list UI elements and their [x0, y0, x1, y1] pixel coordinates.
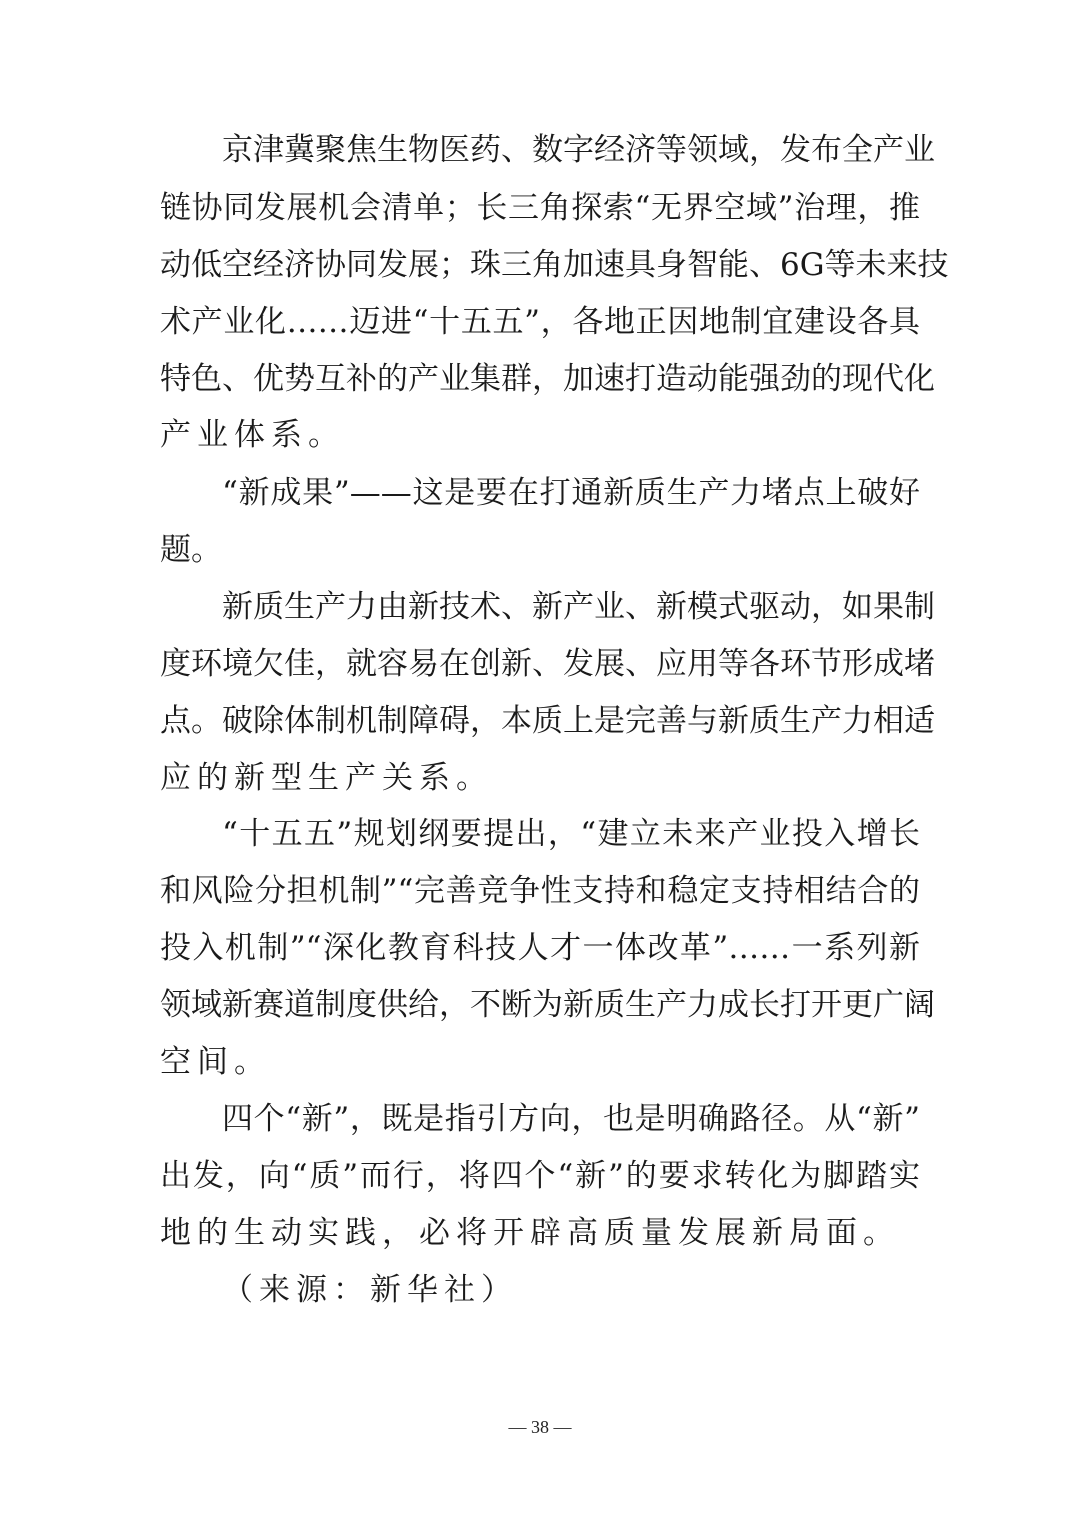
paragraph-4-line-4: 领域新赛道制度供给，不断为新质生产力成长打开更广阔: [160, 987, 935, 1023]
paragraph-1-line-6: 产业体系。: [160, 417, 345, 453]
paragraph-1-line-2: 链协同发展机会清单；长三角探索“无界空域”治理，推: [160, 190, 920, 226]
paragraph-5-line-3: 地的生动实践，必将开辟高质量发展新局面。: [160, 1215, 900, 1251]
paragraph-3-line-3: 点。破除体制机制障碍，本质上是完善与新质生产力相适: [160, 703, 935, 739]
paragraph-4-line-1: “十五五”规划纲要提出，“建立未来产业投入增长: [222, 816, 920, 852]
paragraph-1-line-3: 动低空经济协同发展；珠三角加速具身智能、6G等未来技: [160, 247, 949, 283]
paragraph-5-line-1: 四个“新”，既是指引方向，也是明确路径。从“新”: [222, 1101, 920, 1137]
page-number: — 38 —: [508, 1417, 572, 1437]
paragraph-1-line-1: 京津冀聚焦生物医药、数字经济等领域，发布全产业: [222, 132, 935, 168]
paragraph-4-line-3: 投入机制”“深化教育科技人才一体改革”……一系列新: [160, 930, 920, 966]
paragraph-3-line-2: 度环境欠佳，就容易在创新、发展、应用等各环节形成堵: [160, 646, 935, 682]
paragraph-2-line-1: “新成果”——这是要在打通新质生产力堵点上破好: [222, 475, 920, 511]
paragraph-5-line-2: 出发，向“质”而行，将四个“新”的要求转化为脚踏实: [160, 1158, 920, 1194]
source-attribution: （来源：新华社）: [222, 1272, 518, 1308]
paragraph-2-line-2: 题。: [160, 532, 222, 568]
paragraph-3-line-4: 应的新型生产关系。: [160, 760, 493, 796]
paragraph-1-line-4: 术产业化……迈进“十五五”，各地正因地制宜建设各具: [160, 304, 920, 340]
paragraph-1-line-5: 特色、优势互补的产业集群，加速打造动能强劲的现代化: [160, 361, 935, 397]
paragraph-4-line-2: 和风险分担机制”“完善竞争性支持和稳定支持相结合的: [160, 873, 920, 909]
paragraph-4-line-5: 空间。: [160, 1044, 271, 1080]
paragraph-3-line-1: 新质生产力由新技术、新产业、新模式驱动，如果制: [222, 589, 935, 625]
